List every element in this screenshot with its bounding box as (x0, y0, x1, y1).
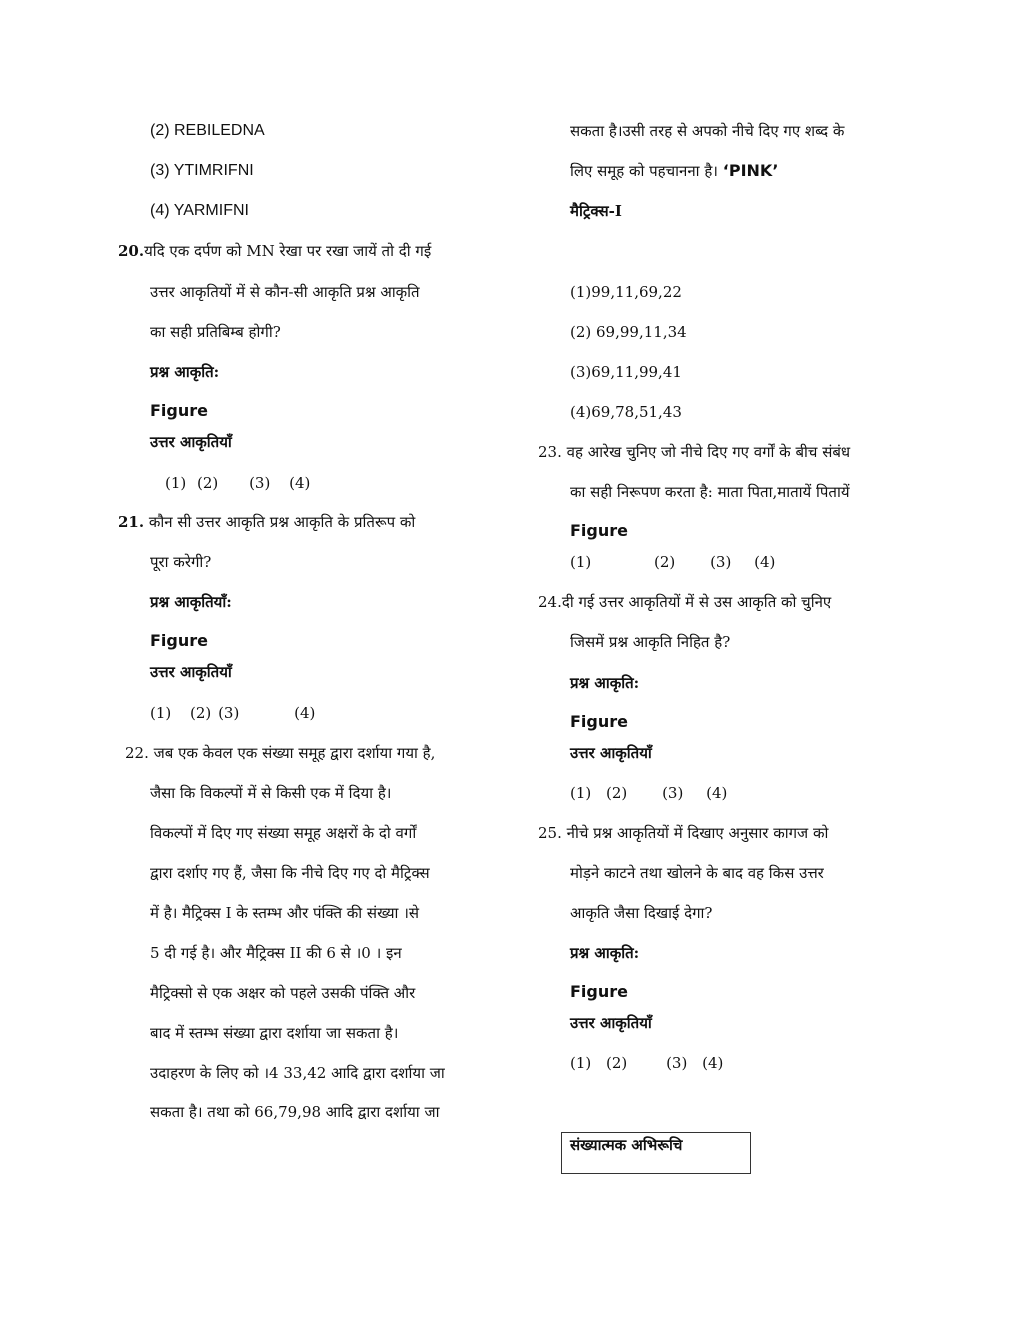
q24-figure-placeholder: Figure (570, 712, 628, 731)
q24-options (570, 783, 727, 803)
q20-line-1 (118, 241, 431, 261)
option-2[interactable]: (2) (654, 553, 676, 571)
q22-line-7: मैट्रिक्सो से एक अक्षर को पहले उसकी पंक्ति और (150, 984, 416, 1002)
q23-text: वह आरेख चुनिए जो नीचे दिए गए वर्गों के बीच संबंध (566, 443, 851, 461)
q23-figure-placeholder: Figure (570, 521, 628, 540)
option-3[interactable]: (3) (662, 784, 684, 802)
option-3[interactable]: (3) (710, 553, 732, 571)
q22-cont-line-2 (570, 161, 778, 181)
q24-question-figure-label: प्रश्न आकृति: (570, 674, 640, 692)
option-1[interactable]: (1) (150, 704, 172, 722)
q25-text: नीचे प्रश्न आकृतियों में दिखाए अनुसार कागज को (566, 824, 829, 842)
q22-option-2[interactable]: (2) 69,99,11,34 (570, 323, 687, 341)
q21-figure-placeholder: Figure (150, 631, 208, 650)
option-3[interactable]: (3) (249, 474, 271, 492)
q23-line-2: का सही निरूपण करता है: माता पिता,मातायें पितायें (570, 483, 850, 501)
q21-line-2: पूरा करेगी? (150, 553, 212, 571)
q19-option-4: (4) YARMIFNI (150, 202, 249, 219)
q21-options (150, 703, 315, 723)
q21-question-figures-label: प्रश्न आकृतियाँ: (150, 593, 232, 611)
q20-line-2: उत्तर आकृतियों में से कौन-सी आकृति प्रश्न आकृति (150, 283, 420, 301)
q23-line-1 (538, 442, 850, 462)
option-4[interactable]: (4) (706, 784, 728, 802)
q20-text: यदि एक दर्पण को MN रेखा पर रखा जायें तो दी गई (144, 242, 432, 260)
option-2[interactable]: (2) (606, 784, 628, 802)
q23-options (570, 552, 775, 572)
q21-text: कौन सी उत्तर आकृति प्रश्न आकृति के प्रतिरूप को (148, 513, 416, 531)
option-1[interactable]: (1) (165, 474, 187, 492)
option-1[interactable]: (1) (570, 553, 592, 571)
question-number: 20. (118, 242, 145, 260)
option-2[interactable]: (2) (606, 1054, 628, 1072)
q24-text: दी गई उत्तर आकृतियों में से उस आकृति को चुनिए (561, 593, 832, 611)
target-word: ‘PINK’ (722, 161, 779, 180)
q22-line-4: द्वारा दर्शाए गए हैं, जैसा कि नीचे दिए गए दो मैट्रिक्स (150, 864, 430, 882)
q22-line-1 (125, 743, 435, 763)
q24-line-2: जिसमें प्रश्न आकृति निहित है? (570, 633, 731, 651)
option-2[interactable]: (2) (197, 474, 219, 492)
q21-answer-figures-label: उत्तर आकृतियाँ (150, 663, 232, 681)
option-4[interactable]: (4) (289, 474, 311, 492)
q22-line-2: जैसा कि विकल्पों में से किसी एक में दिया है। (150, 784, 392, 802)
q20-question-figure-label: प्रश्न आकृति: (150, 363, 220, 381)
section-heading-box (561, 1132, 751, 1174)
q19-option-2: (2) REBILEDNA (150, 122, 265, 139)
q22-line-3: विकल्पों में दिए गए संख्या समूह अक्षरों के दो वर्गों (150, 824, 417, 842)
question-number: 22. (125, 744, 149, 762)
q25-options (570, 1053, 723, 1073)
q25-line-1 (538, 823, 828, 843)
option-3[interactable]: (3) (666, 1054, 688, 1072)
q22-line-10: सकता है। तथा को 66,79,98 आदि द्वारा दर्शाया जा (150, 1103, 440, 1121)
question-number: 24. (538, 593, 562, 611)
q25-figure-placeholder: Figure (570, 982, 628, 1001)
q22-text: जब एक केवल एक संख्या समूह द्वारा दर्शाया गया है, (153, 744, 436, 762)
q20-line-3: का सही प्रतिबिम्ब होगी? (150, 323, 281, 341)
q20-options (165, 473, 310, 493)
q24-line-1 (538, 592, 831, 612)
option-1[interactable]: (1) (570, 784, 592, 802)
q25-line-2: मोड़ने काटने तथा खोलने के बाद वह किस उत्तर (570, 864, 824, 882)
option-2[interactable]: (2) (190, 704, 212, 722)
q22-line-8: बाद में स्तम्भ संख्या द्वारा दर्शाया जा सकता है। (150, 1024, 399, 1042)
q22-line-5: में है। मैट्रिक्स I के स्तम्भ और पंक्ति की संख्या ।से (150, 904, 420, 922)
q20-answer-figures-label: उत्तर आकृतियाँ (150, 433, 232, 451)
matrix-label: मैट्रिक्स-I (570, 202, 622, 220)
section-heading: संख्यात्मक अभिरूचि (570, 1136, 683, 1154)
option-4[interactable]: (4) (754, 553, 776, 571)
q20-figure-placeholder: Figure (150, 401, 208, 420)
q25-line-3: आकृति जैसा दिखाई देगा? (570, 904, 713, 922)
q22-option-1[interactable]: (1)99,11,69,22 (570, 283, 682, 301)
option-4[interactable]: (4) (702, 1054, 724, 1072)
q22-option-4[interactable]: (4)69,78,51,43 (570, 403, 682, 421)
q21-line-1 (118, 512, 415, 532)
option-4[interactable]: (4) (294, 704, 316, 722)
question-number: 25. (538, 824, 562, 842)
q25-question-figure-label: प्रश्न आकृति: (570, 944, 640, 962)
option-3[interactable]: (3) (218, 704, 240, 722)
q22-cont-text: लिए समूह को पहचानना है। (570, 162, 723, 180)
q22-option-3[interactable]: (3)69,11,99,41 (570, 363, 682, 381)
q22-cont-line-1: सकता है।उसी तरह से अपको नीचे दिए गए शब्द के (570, 122, 845, 140)
question-number: 21. (118, 513, 145, 531)
question-number: 23. (538, 443, 562, 461)
q22-line-6: 5 दी गई है। और मैट्रिक्स II की 6 से ।0 । इन (150, 944, 402, 962)
option-1[interactable]: (1) (570, 1054, 592, 1072)
q19-option-3: (3) YTIMRIFNI (150, 162, 254, 179)
q24-answer-figures-label: उत्तर आकृतियाँ (570, 744, 652, 762)
q22-line-9: उदाहरण के लिए को ।4 33,42 आदि द्वारा दर्शाया जा (150, 1064, 445, 1082)
q25-answer-figures-label: उत्तर आकृतियाँ (570, 1014, 652, 1032)
